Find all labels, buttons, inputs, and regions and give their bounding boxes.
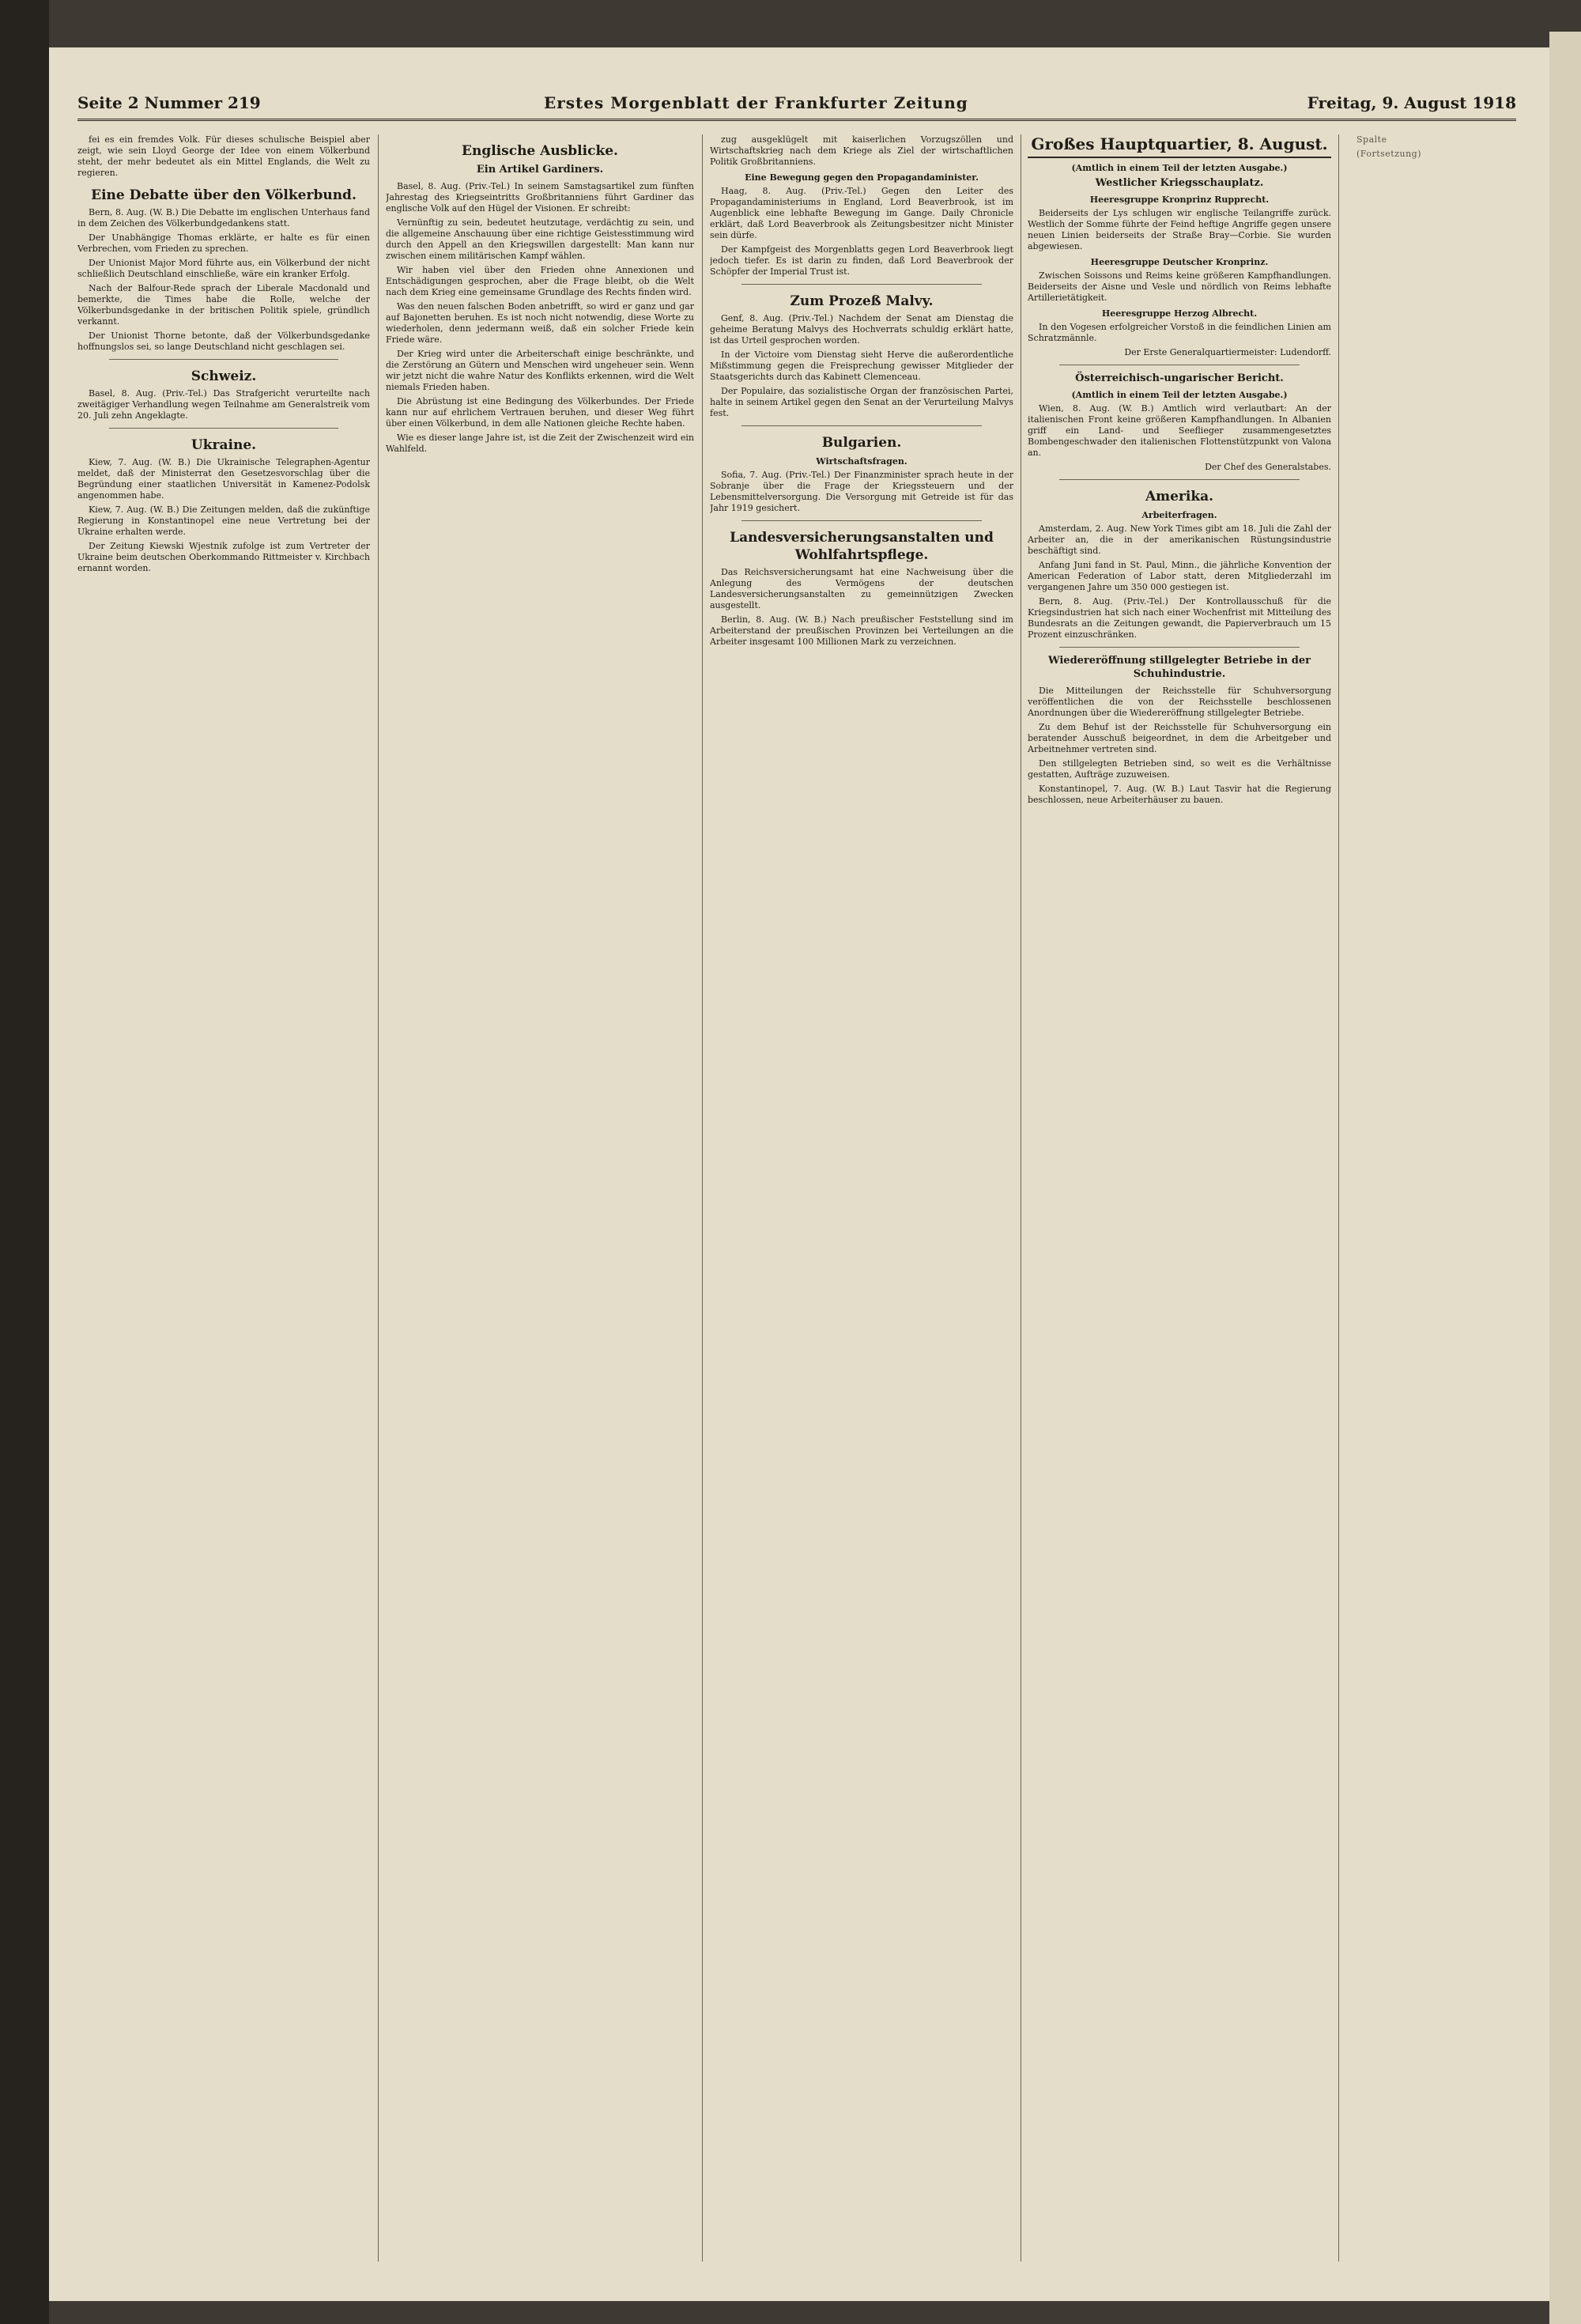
article-headline: Zum Prozeß Malvy. xyxy=(790,293,934,309)
article-text: In der Victoire vom Dienstag sieht Herve die außerordentliche Mißstimmung gegen die Freisprechung gewisser Mitglieder der Staatsgerichts durch das Kabinett Clemenceau. xyxy=(710,350,1013,382)
newspaper-page xyxy=(49,47,1549,2301)
article-text: Nach der Balfour-Rede sprach der Liberale Macdonald und bemerkte, die Times habe die Rolle, welche der Völkerbundsgedanke in der britischen Politik spiele, gründlich verkannt. xyxy=(77,283,370,327)
column-rule xyxy=(702,134,703,2262)
article-subheadline: Wirtschaftsfragen. xyxy=(816,456,907,467)
article-text: Sofia, 7. Aug. (Priv.-Tel.) Der Finanzminister sprach heute in der Sobranje über die Frage der Kriegssteuern und der Lebensmittelversorgung. Die Versorgung mit Getreide ist für das Jahr 1919 gesichert. xyxy=(710,470,1013,513)
page-edge xyxy=(1549,32,1581,2324)
article-text: Der Unionist Major Mord führte aus, ein Völkerbund der nicht schließlich Deutschland einschließe, wäre ein kranker Erfolg. xyxy=(77,258,370,279)
column-4 xyxy=(1028,134,1331,2262)
article-text: Genf, 8. Aug. (Priv.-Tel.) Nachdem der Senat am Dienstag die geheime Beratung Malvys des Hochverrats schuldig erklärt hatte, ist das Urteil gesprochen worden. xyxy=(710,313,1013,346)
article-text: Bern, 8. Aug. (W. B.) Die Debatte im englischen Unterhaus fand in dem Zeichen des Völkerbundgedankens statt. xyxy=(77,207,370,229)
article-text: Spalte xyxy=(1356,134,1387,145)
army-group-heading: Heeresgruppe Herzog Albrecht. xyxy=(1101,308,1258,319)
army-group-heading: Heeresgruppe Kronprinz Rupprecht. xyxy=(1089,195,1270,205)
article-text: Haag, 8. Aug. (Priv.-Tel.) Gegen den Leiter des Propagandaministeriums in England, Lord Beaverbrook, ist im Augenblick eine lebhafte Bewegung im Gange. Daily Chronicle erklärt, daß Lord Beaverbrook als Zeitungsbesitzer nicht Minister sein dürfe. xyxy=(710,186,1013,240)
article-text: Wien, 8. Aug. (W. B.) Amtlich wird verlautbart: An der italienischen Front keine größeren Kampfhandlungen. In Albanien griff ein Land- und Seeflieger zusammengesetztes Bombengeschwader den italienischen Flottenstützpunkt von Valona an. xyxy=(1028,403,1331,458)
article-text: In den Vogesen erfolgreicher Vorstoß in die feindlichen Linien am Schratzmännle. xyxy=(1028,322,1331,343)
signature: Der Chef des Generalstabes. xyxy=(1205,462,1331,472)
theater-headline: Westlicher Kriegsschauplatz. xyxy=(1095,177,1264,189)
article-text: Der Zeitung Kiewski Wjestnik zufolge ist zum Vertreter der Ukraine beim deutschen Oberkommando Rittmeister v. Kirchbach ernannt worden. xyxy=(77,541,370,573)
article-text: Wir haben viel über den Frieden ohne Annexionen und Entschädigungen gesprochen, aber die Frage bleibt, ob die Welt nach dem Krieg eine gemeinsame Grundlage des Rechts finden wird. xyxy=(386,265,694,297)
article-separator xyxy=(109,359,338,360)
report-headline: Österreichisch-ungarischer Bericht. xyxy=(1075,372,1284,384)
report-subheadline: (Amtlich in einem Teil der letzten Ausgabe.) xyxy=(1071,163,1288,173)
article-text: Kiew, 7. Aug. (W. B.) Die Zeitungen melden, daß die zukünftige Regierung in Konstantinopel eine neue Vertretung bei der Ukraine erhalten werde. xyxy=(77,504,370,537)
report-subheadline: (Amtlich in einem Teil der letzten Ausgabe.) xyxy=(1071,390,1288,400)
article-separator xyxy=(1059,479,1300,480)
article-text: Der Unabhängige Thomas erklärte, er halte es für einen Verbrechen, vom Frieden zu sprechen. xyxy=(77,232,370,254)
article-text: Die Abrüstung ist eine Bedingung des Völkerbundes. Der Friede kann nur auf ehrlichem Vertrauen beruhen, und dieser Weg führt über einen Völkerbund, in dem alle Nationen gleiche Rechte haben. xyxy=(386,396,694,429)
article-separator xyxy=(741,520,982,521)
article-text: Der Krieg wird unter die Arbeiterschaft einige beschränkte, und die Zerstörung an Gütern und Menschen wird ungeheuer sein. Wenn wir jetzt nicht die wahre Natur des Konflikts erkennen, wird die Welt niemals Frieden haben. xyxy=(386,349,694,392)
article-headline: Eine Debatte über den Völkerbund. xyxy=(91,187,357,203)
article-text: Der Kampfgeist des Morgenblatts gegen Lord Beaverbrook liegt jedoch tiefer. Es ist darin zu finden, daß Lord Beaverbrook der Schöpfer der Imperial Trust ist. xyxy=(710,244,1013,277)
column-1 xyxy=(77,134,370,2262)
article-subheadline: Arbeiterfragen. xyxy=(1141,510,1217,520)
article-text: Basel, 8. Aug. (Priv.-Tel.) Das Strafgericht verurteilte nach zweitägiger Verhandlung wegen Teilnahme am Generalstreik vom 20. Juli zehn Angeklagte. xyxy=(77,388,370,421)
section-headline: Ukraine. xyxy=(191,437,257,453)
column-rule xyxy=(1338,134,1339,2262)
article-separator xyxy=(1059,647,1300,648)
article-text: Beiderseits der Lys schlugen wir englische Teilangriffe zurück. Westlich der Somme führte der Feind heftige Angriffe gegen unsere neuen Linien beiderseits der Straße Bray—Corbie. Sie wurden abgewiesen. xyxy=(1028,208,1331,251)
column-5 xyxy=(1345,134,1529,2262)
article-text: zug ausgeklügelt mit kaiserlichen Vorzugszöllen und Wirtschaftskrieg nach dem Kriege als Ziel der wirtschaftlichen Politik Großbritanniens. xyxy=(710,134,1013,167)
article-text: Berlin, 8. Aug. (W. B.) Nach preußischer Feststellung sind im Arbeiterstand der preußischen Provinzen bei Verteilungen an die Arbeiter insgesamt 100 Millionen Mark zu verzeichnen. xyxy=(710,614,1013,647)
article-separator xyxy=(109,428,338,429)
page-header xyxy=(77,87,1516,121)
article-text: Anfang Juni fand in St. Paul, Minn., die jährliche Konvention der American Federation of Labor statt, deren Mitgliederzahl im vergangenen Jahre um 350 000 gestiegen ist. xyxy=(1028,560,1331,592)
article-subheadline: Ein Artikel Gardiners. xyxy=(476,164,604,176)
army-group-heading: Heeresgruppe Deutscher Kronprinz. xyxy=(1090,257,1269,267)
article-text: Vernünftig zu sein, bedeutet heutzutage, verdächtig zu sein, und die allgemeine Anschauung über eine richtige Geistesstimmung wird durch den Appell an den Kriegswillen dargestellt: Man kann nur zwischen einem militärischen Kampf wählen. xyxy=(386,217,694,261)
article-text: Den stillgelegten Betrieben sind, so weit es die Verhältnisse gestatten, Aufträge zuzuweisen. xyxy=(1028,758,1331,780)
article-text: Das Reichsversicherungsamt hat eine Nachweisung über die Anlegung des Vermögens der deutschen Landesversicherungsanstalten zu gemeinnützigen Zwecken ausgestellt. xyxy=(710,567,1013,610)
signature: Der Erste Generalquartiermeister: Ludendorff. xyxy=(1124,347,1331,357)
article-headline: Wiedereröffnung stillgelegter Betriebe in der Schuhindustrie. xyxy=(1047,655,1311,680)
article-separator xyxy=(741,425,982,426)
article-text: Amsterdam, 2. Aug. New York Times gibt am 18. Juli die Zahl der Arbeiter an, die in der amerikanischen Rüstungsindustrie beschäftigt sind. xyxy=(1028,523,1331,556)
column-rule xyxy=(378,134,379,2262)
article-separator xyxy=(741,284,982,285)
article-text: fei es ein fremdes Volk. Für dieses schulische Beispiel aber zeigt, wie sein Lloyd George der Idee von einem Völkerbund steht, der mehr bedeutet als ein Mittel Englands, die Welt zu regieren. xyxy=(77,134,370,178)
page-number: Seite 2 Nummer 219 xyxy=(77,93,261,112)
article-text: Kiew, 7. Aug. (W. B.) Die Ukrainische Telegraphen-Agentur meldet, daß der Ministerrat den Gesetzesvorschlag über die Begründung einer staatlichen Universität in Kamenez-Podolsk angenommen habe. xyxy=(77,457,370,501)
article-text: Zu dem Behuf ist der Reichsstelle für Schuhversorgung ein beratender Ausschuß beigeordnet, in dem die Arbeitgeber und Arbeitnehmer vertreten sind. xyxy=(1028,722,1331,754)
section-headline: Schweiz. xyxy=(191,368,257,384)
report-headline: Großes Hauptquartier, 8. August. xyxy=(1028,134,1331,158)
article-text: Die Mitteilungen der Reichsstelle für Schuhversorgung veröffentlichen die von der Reichsstelle beschlossenen Anordnungen über die Wiedereröffnung stillgelegter Betriebe. xyxy=(1028,686,1331,718)
masthead: Erstes Morgenblatt der Frankfurter Zeitung xyxy=(544,93,968,112)
book-spine xyxy=(0,0,49,2324)
article-text: Bern, 8. Aug. (Priv.-Tel.) Der Kontrollausschuß für die Kriegsindustrien hat sich nach einer Wochenfrist mit Mitteilung des Bundesrats an die Zeitungen gewandt, die Papierverbrauch um 15 Prozent einzuschränken. xyxy=(1028,596,1331,640)
article-headline: Landesversicherungsanstalten und Wohlfahrtspflege. xyxy=(730,530,994,563)
article-text: Der Unionist Thorne betonte, daß der Völkerbundsgedanke hoffnungslos sei, so lange Deutschland nicht geschlagen sei. xyxy=(77,331,370,352)
article-text: Basel, 8. Aug. (Priv.-Tel.) In seinem Samstagsartikel zum fünften Jahrestag des Kriegseintritts Großbritanniens führt Gardiner das englische Volk auf den Hügel der Visionen. Er schreibt: xyxy=(386,181,694,214)
column-2 xyxy=(386,134,694,2262)
article-text: Wie es dieser lange Jahre ist, ist die Zeit der Zwischenzeit wird ein Wahlfeld. xyxy=(386,433,694,454)
article-headline: Englische Ausblicke. xyxy=(462,143,618,159)
issue-date: Freitag, 9. August 1918 xyxy=(1307,93,1516,112)
article-text: Konstantinopel, 7. Aug. (W. B.) Laut Tasvir hat die Regierung beschlossen, neue Arbeiterhäuser zu bauen. xyxy=(1028,784,1331,805)
column-3 xyxy=(710,134,1013,2262)
section-headline: Amerika. xyxy=(1145,489,1214,504)
article-headline: Eine Bewegung gegen den Propagandaminister. xyxy=(745,172,979,183)
article-text: Der Populaire, das sozialistische Organ der französischen Partei, halte in seinem Artikel gegen den Senat an der Verurteilung Malvys fest. xyxy=(710,386,1013,418)
article-text: Zwischen Soissons und Reims keine größeren Kampfhandlungen. Beiderseits der Aisne und Vesle und nördlich von Reims lebhafte Artillerietätigkeit. xyxy=(1028,270,1331,303)
section-headline: Bulgarien. xyxy=(821,435,902,451)
article-text: (Fortsetzung) xyxy=(1356,149,1421,159)
article-text: Was den neuen falschen Boden anbetrifft, so wird er ganz und gar auf Bajonetten beruhen. Es ist noch nicht notwendig, diese Worte zu wiederholen, denn jedermann weiß, daß ein solcher Friede kein Friede wäre. xyxy=(386,301,694,345)
